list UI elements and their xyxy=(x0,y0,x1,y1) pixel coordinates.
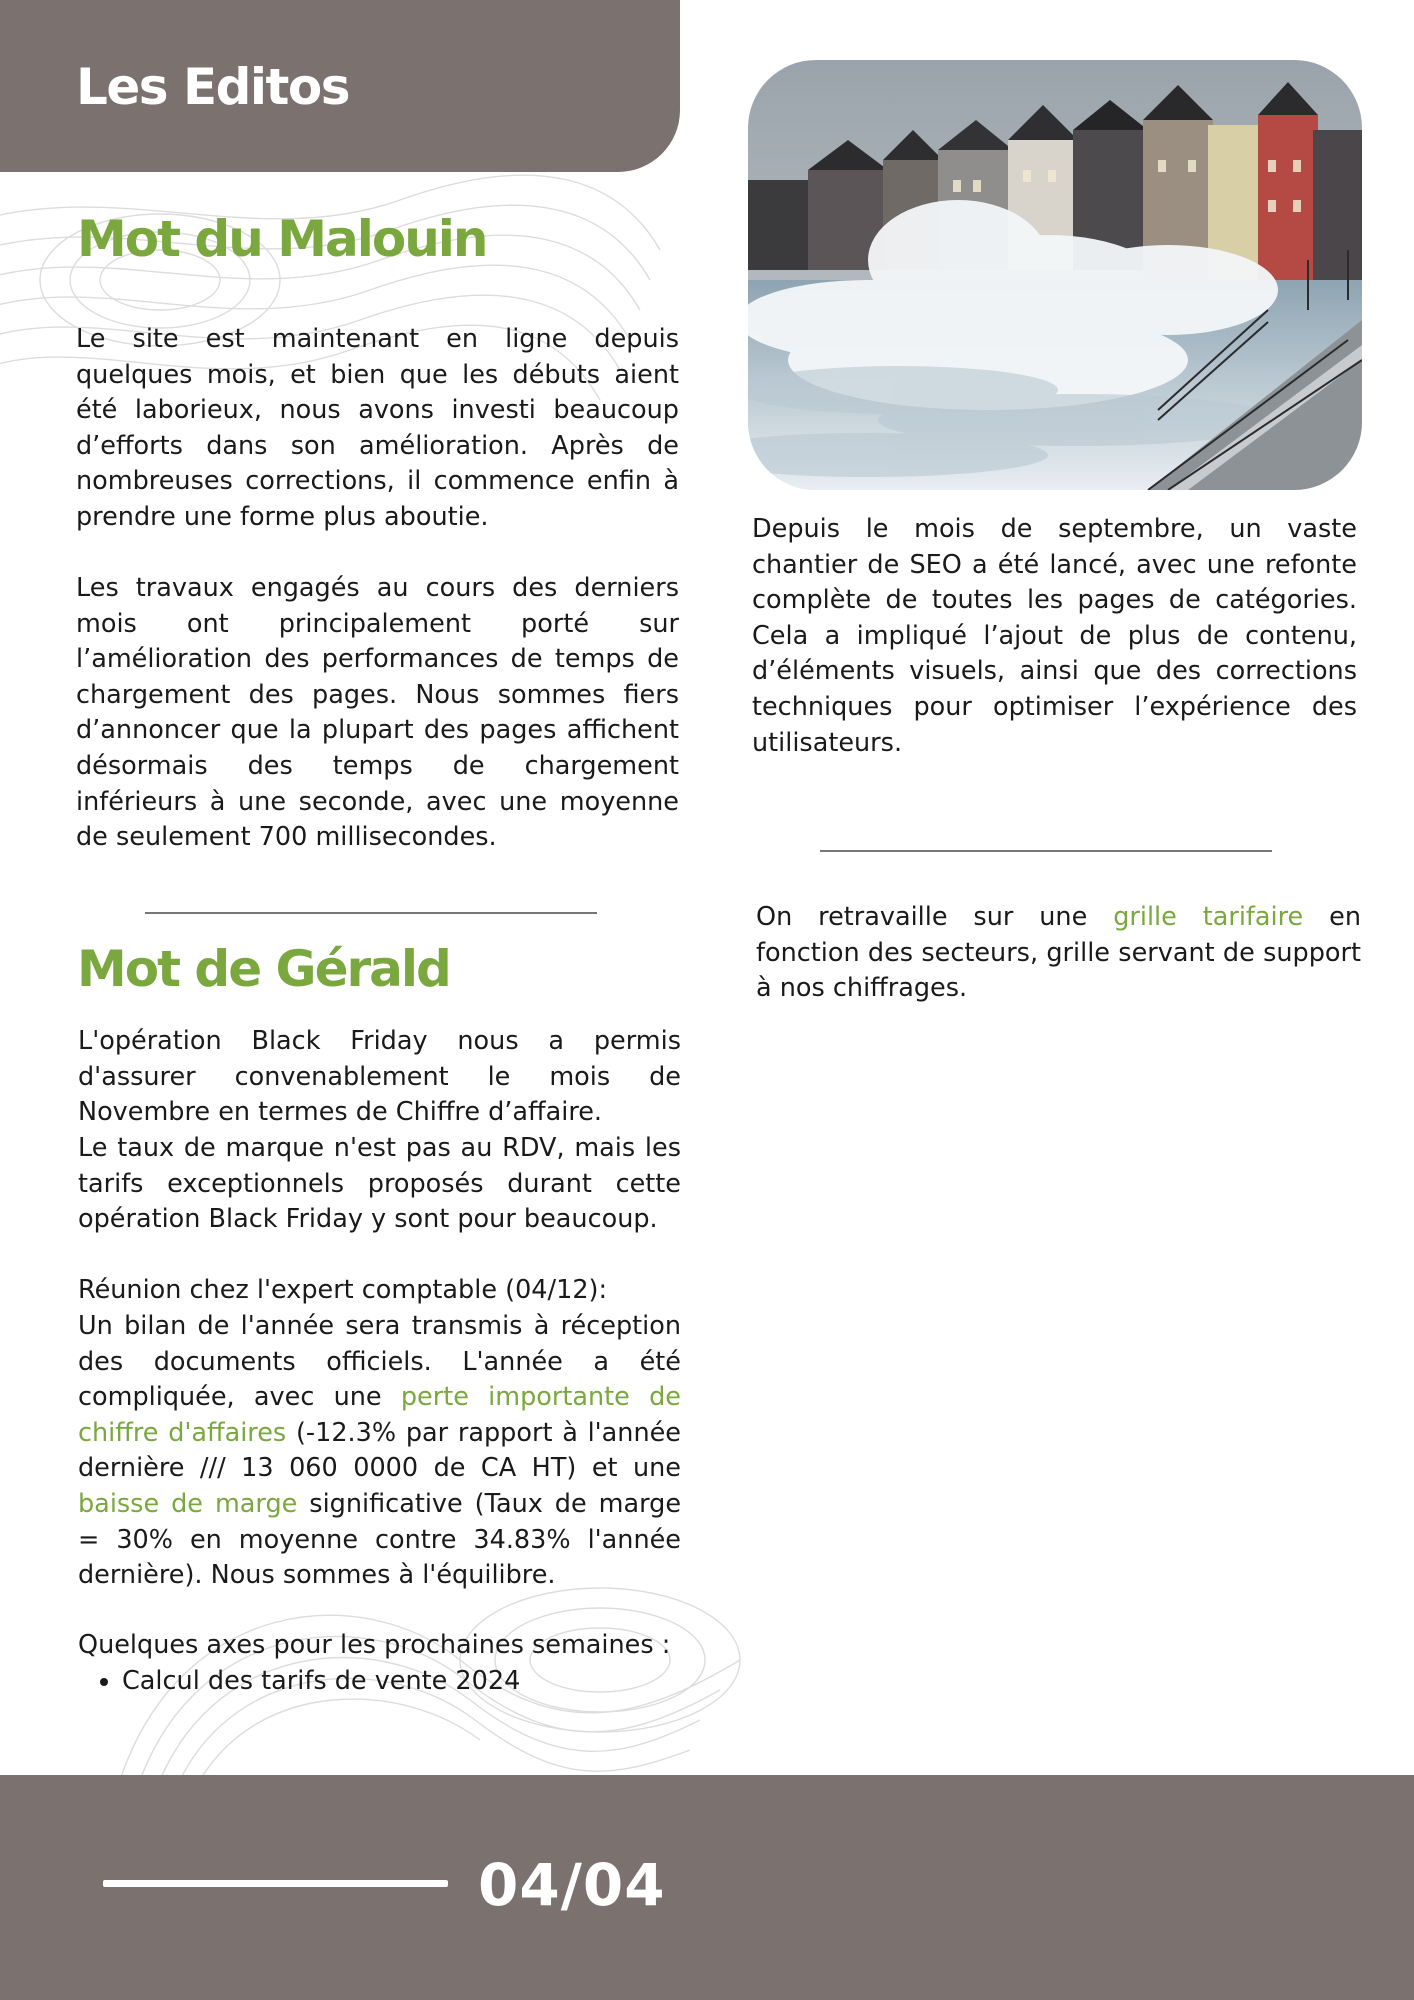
revenue-loss-highlight: perte importante de chiffre d'affaires xyxy=(78,1382,681,1448)
malouin-paragraph-3: Depuis le mois de septembre, un vaste chantier de SEO a été lancé, avec une refonte complète de toutes les pages de catégories. Cela a impliqué l’ajout de plus de contenu, d’éléments visuels, ainsi que des corrections techniques pour optimiser l’expérience des utilisateurs. xyxy=(752,514,1357,758)
page-number: 04/04 xyxy=(478,1851,666,1919)
pricing-grid-highlight: grille tarifaire xyxy=(1113,902,1304,932)
footer-line xyxy=(103,1880,448,1887)
gerald-paragraph-2: Le taux de marque n'est pas au RDV, mais les tarifs exceptionnels proposés durant cette opération Black Friday y sont pour beaucoup. xyxy=(78,1133,681,1235)
margin-drop-highlight: baisse de marge xyxy=(78,1488,298,1519)
malouin-paragraph-4 xyxy=(756,900,1361,1007)
malouin-heading: Mot du Malouin xyxy=(77,210,487,268)
footer-band xyxy=(0,1775,1414,2000)
list-item: • Calcul des tarifs de vente 2024 xyxy=(122,1664,722,1700)
meeting-title: Réunion chez l'expert comptable (04/12): xyxy=(78,1275,608,1305)
axes-title: Quelques axes pour les prochaines semaines : xyxy=(78,1630,671,1660)
malouin-paragraph-2: Les travaux engagés au cours des derniers mois ont principalement porté sur l’amélioration des performances de temps de chargement des pages. Nous sommes fiers d’annoncer que la plupart des pages affichent désormais des temps de chargement inférieurs à une seconde, avec une moyenne de seulement 700 millisecondes. xyxy=(76,573,679,853)
divider-right xyxy=(820,850,1272,852)
axes-list xyxy=(78,1664,722,1700)
gerald-heading: Mot de Gérald xyxy=(77,940,450,998)
malouin-paragraph-1: Le site est maintenant en ligne depuis quelques mois, et bien que les débuts aient été laborieux, nous avons investi beaucoup d’efforts dans son amélioration. Après de nombreuses corrections, il commence enfin à prendre une forme plus aboutie. xyxy=(76,324,679,532)
meeting-text-1: Un bilan de l'année sera transmis à réception des documents officiels. L'année a été compliquée, avec une xyxy=(78,1311,681,1413)
pricing-text-end: en fonction des secteurs, grille servant de support à nos chiffrages. xyxy=(756,902,1361,1004)
pricing-text-start: On retravaille sur une xyxy=(756,902,1114,932)
storm-waves-photo xyxy=(748,60,1362,490)
gerald-paragraph-1: L'opération Black Friday nous a permis d'assurer convenablement le mois de Novembre en termes de Chiffre d’affaire. xyxy=(78,1026,681,1128)
header-tab xyxy=(0,0,680,172)
meeting-summary xyxy=(78,1309,681,1594)
meeting-text-3: significative (Taux de marge = 30% en moyenne contre 34.83% l'année dernière). Nous sommes à l'équilibre. xyxy=(78,1488,682,1591)
meeting-text-2: (-12.3% par rapport à l'année dernière /// 13 060 0000 de CA HT) et une xyxy=(78,1417,681,1484)
page-title: Les Editos xyxy=(76,58,350,116)
divider-left xyxy=(145,912,597,914)
